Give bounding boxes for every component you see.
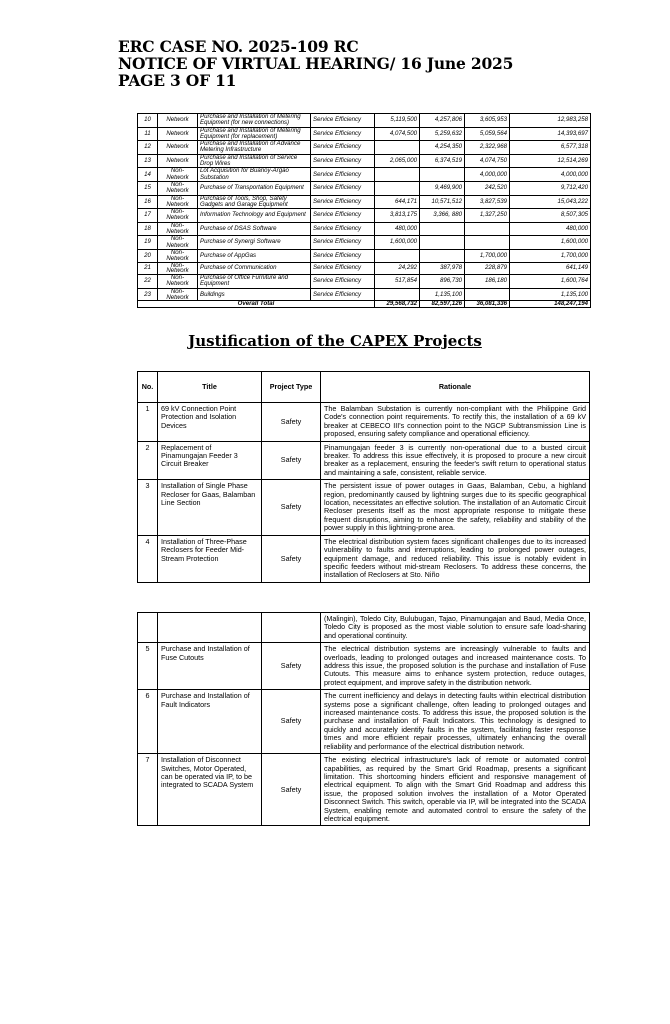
capex-year3: 186,180 <box>465 275 510 289</box>
capex-type: Non-Network <box>158 181 198 195</box>
capex-total: 480,000 <box>510 222 591 236</box>
justification-type: Safety <box>262 480 321 535</box>
capex-type: Non-Network <box>158 222 198 236</box>
capex-total: 641,149 <box>510 262 591 275</box>
justification-row <box>138 643 590 690</box>
capex-category: Service Efficiency <box>311 288 375 301</box>
capex-year2 <box>420 168 465 182</box>
capex-title: Purchase of Transportation Equipment <box>198 181 311 195</box>
justification-title: 69 kV Connection Point Protection and Isolation Devices <box>158 403 262 442</box>
capex-row <box>138 236 591 250</box>
capex-total: 1,600,000 <box>510 236 591 250</box>
justification-type: Safety <box>262 535 321 582</box>
justification-title: Installation of Disconnect Switches, Motor Operated, can be operated via IP, to be integrated to SCADA System <box>158 754 262 826</box>
capex-row <box>138 222 591 236</box>
capex-title: Purchase of Communication <box>198 262 311 275</box>
overall-total-total: 148,247,194 <box>510 301 591 308</box>
capex-type: Non-Network <box>158 275 198 289</box>
capex-type: Non-Network <box>158 262 198 275</box>
capex-year3: 228,879 <box>465 262 510 275</box>
justification-row <box>138 480 590 535</box>
capex-title: Purchase of DSAS Software <box>198 222 311 236</box>
justification-no: 4 <box>138 535 158 582</box>
capex-type: Network <box>158 141 198 155</box>
capex-no: 14 <box>138 168 158 182</box>
header-title: Title <box>158 372 262 403</box>
capex-year3: 1,327,250 <box>465 209 510 223</box>
capex-category: Service Efficiency <box>311 141 375 155</box>
capex-title: Purchase and Installation of Advance Metering Infrastructure <box>198 141 311 155</box>
continuation-rationale: (Malingin), Toledo City, Bulubugan, Tajao, Pinamungajan and Baud, Media Once, Toledo City is proposed as the most viable solution to ensure safe load-sharing and operational continuity. <box>321 613 590 643</box>
capex-year2: 387,978 <box>420 262 465 275</box>
justification-no: 2 <box>138 441 158 480</box>
capex-total: 1,135,100 <box>510 288 591 301</box>
justification-no: 7 <box>138 754 158 826</box>
justification-no: 5 <box>138 643 158 690</box>
overall-total-label: Overall Total <box>138 301 375 308</box>
capex-year1: 2,065,000 <box>375 154 420 168</box>
justification-header-row <box>138 372 590 403</box>
document-header <box>118 38 513 89</box>
justification-type: Safety <box>262 643 321 690</box>
capex-year2 <box>420 236 465 250</box>
capex-year1: 24,292 <box>375 262 420 275</box>
capex-row <box>138 141 591 155</box>
capex-total: 1,700,000 <box>510 249 591 262</box>
capex-type: Non-Network <box>158 288 198 301</box>
capex-row <box>138 181 591 195</box>
continuation-type <box>262 613 321 643</box>
capex-type: Non-Network <box>158 236 198 250</box>
justification-no: 1 <box>138 403 158 442</box>
capex-no: 17 <box>138 209 158 223</box>
overall-total-y2: 82,597,126 <box>420 301 465 308</box>
justification-row <box>138 441 590 480</box>
capex-title: Lot Acquisition for Buanoy-Argao Substation <box>198 168 311 182</box>
capex-year3: 4,000,000 <box>465 168 510 182</box>
justification-title: Installation of Three-Phase Reclosers for Feeder Mid-Stream Protection <box>158 535 262 582</box>
justification-rationale: The existing electrical infrastructure's lack of remote or automated control capabilities, as required by the Smart Grid Roadmap, presents a significant limitation. This shortcoming hinders efficient and responsive management of electrical equipment. To align with the Smart Grid Roadmap and address this issue, the proposed solution involves the installation of a Motor Operated Disconnect Switch. This switch, operable via IP, will be integrated into the SCADA System, enabling remote and automated control to ensure the safety of the electrical equipment. <box>321 754 590 826</box>
capex-no: 13 <box>138 154 158 168</box>
capex-total: 4,000,000 <box>510 168 591 182</box>
continuation-row <box>138 613 590 643</box>
capex-year2 <box>420 249 465 262</box>
continuation-title <box>158 613 262 643</box>
capex-total: 12,983,258 <box>510 114 591 128</box>
page-number: PAGE 3 OF 11 <box>118 71 237 90</box>
capex-year3: 5,059,564 <box>465 127 510 141</box>
justification-type: Safety <box>262 441 321 480</box>
capex-year3: 1,700,000 <box>465 249 510 262</box>
capex-category: Service Efficiency <box>311 236 375 250</box>
capex-no: 22 <box>138 275 158 289</box>
justification-rationale: The electrical distribution systems are increasingly vulnerable to faults and overloads, leading to prolonged outages and increased maintenance costs. To address this issue, the proposed solution is the purchase and installation of Fuse Cutouts. This measure aims to enhance system protection, reduce outages, protect equipment, and improve safety in the distribution network. <box>321 643 590 690</box>
capex-title: Purchase and Installation of Metering Equipment (for replacement) <box>198 127 311 141</box>
justification-no: 3 <box>138 480 158 535</box>
capex-year2: 4,257,806 <box>420 114 465 128</box>
case-number: ERC CASE NO. 2025-109 RC <box>118 37 359 56</box>
justification-rationale: The persistent issue of power outages in Gaas, Balamban, Cebu, a highland region, predominantly caused by lightning surges due to its specific geographical location, necessitates an effective solution. The installation of an Automatic Circuit Recloser presents itself as the most appropriate response to mitigate these frequent disruptions, aiming to enhance the safety, reliability and stability of the power supply in this lightning-prone area. <box>321 480 590 535</box>
capex-total: 14,393,697 <box>510 127 591 141</box>
capex-row <box>138 275 591 289</box>
capex-no: 20 <box>138 249 158 262</box>
capex-category: Service Efficiency <box>311 209 375 223</box>
justification-title: Installation of Single Phase Recloser for Gaas, Balamban Line Section <box>158 480 262 535</box>
capex-total: 8,507,305 <box>510 209 591 223</box>
capex-year2: 4,254,350 <box>420 141 465 155</box>
capex-year1: 4,074,500 <box>375 127 420 141</box>
capex-year1: 644,171 <box>375 195 420 209</box>
capex-year3 <box>465 288 510 301</box>
capex-no: 16 <box>138 195 158 209</box>
justification-title: Replacement of Pinamungajan Feeder 3 Circuit Breaker <box>158 441 262 480</box>
capex-title: Purchase of Tools, Shop, Safety Gadgets and Garage Equipment <box>198 195 311 209</box>
capex-year3: 242,520 <box>465 181 510 195</box>
capex-type: Network <box>158 114 198 128</box>
capex-title: Purchase and Installation of Service Drop Wires <box>198 154 311 168</box>
justification-rationale: Pinamungajan feeder 3 is currently non-operational due to a busted circuit breaker. To address this issue effectively, it is proposed to procure a new circuit breaker as a replacement, ensuring the feeder's swift return to operational status and maintaining a safe, consistent, reliable service. <box>321 441 590 480</box>
capex-total: 15,043,222 <box>510 195 591 209</box>
capex-row <box>138 168 591 182</box>
capex-year1: 480,000 <box>375 222 420 236</box>
capex-year1: 3,813,175 <box>375 209 420 223</box>
capex-category: Service Efficiency <box>311 114 375 128</box>
capex-row <box>138 154 591 168</box>
capex-no: 18 <box>138 222 158 236</box>
capex-total: 12,514,269 <box>510 154 591 168</box>
capex-type: Non-Network <box>158 195 198 209</box>
capex-year2: 3,366, 880 <box>420 209 465 223</box>
capex-row <box>138 262 591 275</box>
justification-title: Purchase and Installation of Fault Indicators <box>158 690 262 754</box>
capex-total-row <box>138 301 591 308</box>
capex-row <box>138 114 591 128</box>
capex-category: Service Efficiency <box>311 195 375 209</box>
capex-total: 9,712,420 <box>510 181 591 195</box>
capex-year3: 3,827,539 <box>465 195 510 209</box>
justification-table <box>137 371 590 583</box>
justification-row <box>138 754 590 826</box>
capex-year2: 896,730 <box>420 275 465 289</box>
section-title: Justification of the CAPEX Projects <box>188 332 482 350</box>
capex-no: 11 <box>138 127 158 141</box>
justification-type: Safety <box>262 754 321 826</box>
capex-title: Purchase and Installation of Metering Equipment (for new connections) <box>198 114 311 128</box>
capex-year3 <box>465 236 510 250</box>
capex-row <box>138 249 591 262</box>
capex-title: Purchase of Synergi Software <box>198 236 311 250</box>
capex-title: Information Technology and Equipment <box>198 209 311 223</box>
notice-title: NOTICE OF VIRTUAL HEARING/ 16 June 2025 <box>118 54 514 73</box>
capex-category: Service Efficiency <box>311 181 375 195</box>
capex-type: Non-Network <box>158 249 198 262</box>
capex-row <box>138 195 591 209</box>
overall-total-y3: 36,081,336 <box>465 301 510 308</box>
capex-no: 10 <box>138 114 158 128</box>
justification-type: Safety <box>262 690 321 754</box>
capex-category: Service Efficiency <box>311 249 375 262</box>
capex-total: 6,577,318 <box>510 141 591 155</box>
capex-no: 21 <box>138 262 158 275</box>
capex-total: 1,600,764 <box>510 275 591 289</box>
capex-year1 <box>375 181 420 195</box>
capex-table <box>137 113 591 308</box>
capex-category: Service Efficiency <box>311 275 375 289</box>
capex-type: Non-Network <box>158 209 198 223</box>
capex-title: Purchase of Office Furniture and Equipment <box>198 275 311 289</box>
capex-year2: 5,259,632 <box>420 127 465 141</box>
capex-category: Service Efficiency <box>311 222 375 236</box>
capex-year1: 517,854 <box>375 275 420 289</box>
justification-row <box>138 403 590 442</box>
capex-year2: 6,374,519 <box>420 154 465 168</box>
capex-category: Service Efficiency <box>311 154 375 168</box>
capex-row <box>138 127 591 141</box>
capex-row <box>138 288 591 301</box>
justification-rationale: The Balamban Substation is currently non-compliant with the Philippine Grid Code's connection point requirements. To rectify this, the installation of a 69 kV breaker at CEBECO III's connection point to the NGCP Subtransmission Line is proposed, ensuring safety compliance and operational efficiency. <box>321 403 590 442</box>
capex-year2: 1,135,100 <box>420 288 465 301</box>
header-no: No. <box>138 372 158 403</box>
capex-type: Network <box>158 127 198 141</box>
justification-rationale: The electrical distribution system faces significant challenges due to its increased vulnerability to faults and interruptions, leading to prolonged power outages, equipment damage, and reduced reliability. This issue is notably evident in specific feeders without mid-stream Reclosers. To address these concerns, the installation of Reclosers at Sto. Niño <box>321 535 590 582</box>
capex-year3: 2,322,968 <box>465 141 510 155</box>
capex-year1 <box>375 168 420 182</box>
capex-no: 12 <box>138 141 158 155</box>
capex-category: Service Efficiency <box>311 168 375 182</box>
justification-no: 6 <box>138 690 158 754</box>
capex-no: 23 <box>138 288 158 301</box>
capex-category: Service Efficiency <box>311 262 375 275</box>
justification-row <box>138 535 590 582</box>
capex-year1 <box>375 249 420 262</box>
capex-year1 <box>375 288 420 301</box>
capex-year2: 9,469,900 <box>420 181 465 195</box>
capex-year2 <box>420 222 465 236</box>
justification-type: Safety <box>262 403 321 442</box>
capex-year1 <box>375 141 420 155</box>
capex-no: 15 <box>138 181 158 195</box>
capex-year1: 1,600,000 <box>375 236 420 250</box>
capex-title: Buildings <box>198 288 311 301</box>
capex-year3 <box>465 222 510 236</box>
capex-year3: 4,074,750 <box>465 154 510 168</box>
capex-year3: 3,605,953 <box>465 114 510 128</box>
header-project-type: Project Type <box>262 372 321 403</box>
capex-no: 19 <box>138 236 158 250</box>
capex-year2: 10,571,512 <box>420 195 465 209</box>
capex-category: Service Efficiency <box>311 127 375 141</box>
capex-type: Non-Network <box>158 168 198 182</box>
justification-table-continued <box>137 612 590 826</box>
justification-rationale: The current inefficiency and delays in detecting faults within electrical distribution systems pose a significant challenge, often leading to prolonged outages and increased maintenance costs. To address this issue, the proposed solution is the purchase and installation of Fault Indicators. This technology is designed to quickly and accurately identify faults in the system, facilitating faster response times and more efficient repair processes, ultimately enhancing the overall reliability and performance of the electrical distribution network. <box>321 690 590 754</box>
continuation-no <box>138 613 158 643</box>
header-rationale: Rationale <box>321 372 590 403</box>
overall-total-y1: 29,568,732 <box>375 301 420 308</box>
justification-row <box>138 690 590 754</box>
capex-year1: 5,119,500 <box>375 114 420 128</box>
capex-type: Network <box>158 154 198 168</box>
justification-title: Purchase and Installation of Fuse Cutouts <box>158 643 262 690</box>
capex-row <box>138 209 591 223</box>
capex-title: Purchase of AppGas <box>198 249 311 262</box>
